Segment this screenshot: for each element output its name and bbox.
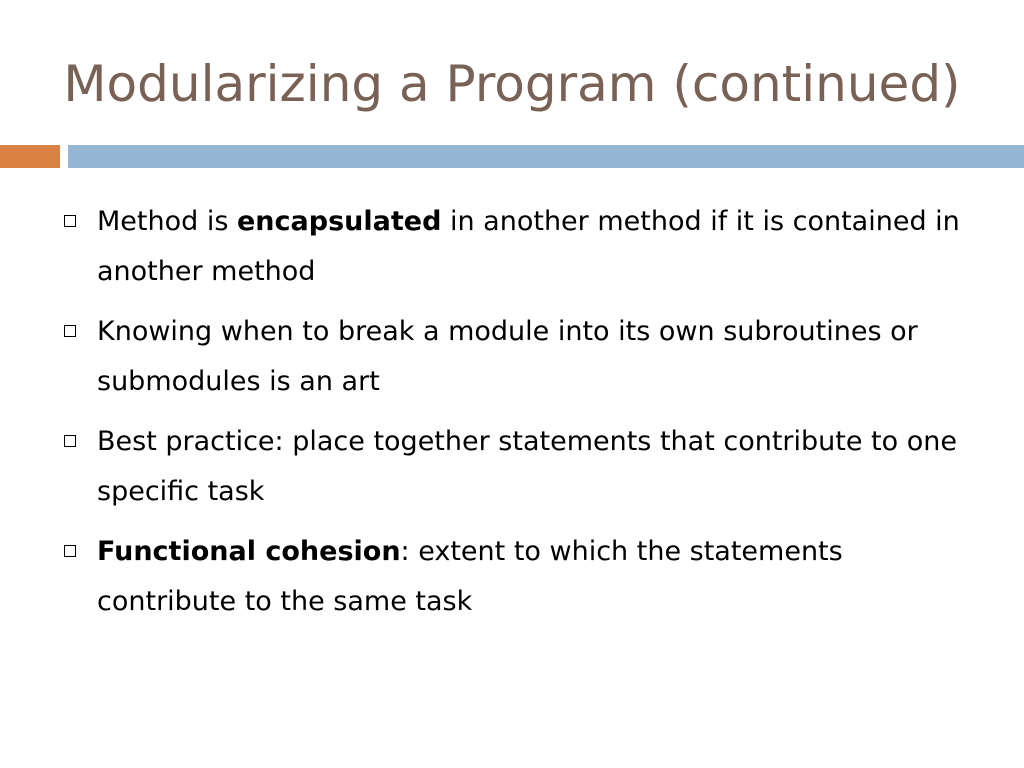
- title-rule-accent: [0, 145, 60, 168]
- slide-title: Modularizing a Program (continued): [63, 55, 961, 113]
- hollow-square-bullet-icon: [64, 215, 76, 227]
- bullet-item-best-practice: [0, 417, 1024, 517]
- bullet-text-lead: Best practice: place together statements that contribute to one specific task: [97, 426, 957, 507]
- bullet-text-bold: Functional cohesion: [97, 536, 401, 567]
- bullet-text-lead: Method is: [97, 206, 237, 237]
- hollow-square-bullet-icon: [64, 545, 76, 557]
- title-rule-bar: [68, 145, 1024, 168]
- bullet-text-rest: : extent to which the statements contribute to the same task: [97, 536, 843, 617]
- bullet-item-encapsulated: [0, 197, 1024, 297]
- bullet-text-lead: Knowing when to break a module into its own subroutines or submodules is an art: [97, 316, 918, 397]
- hollow-square-bullet-icon: [64, 325, 76, 337]
- bullet-text-rest: in another method if it is contained in another method: [97, 206, 960, 287]
- bullet-item-functional-cohesion: [0, 527, 1024, 627]
- bullet-item-module-art: [0, 307, 1024, 407]
- bullet-list: [0, 197, 1024, 637]
- hollow-square-bullet-icon: [64, 435, 76, 447]
- bullet-text-bold: encapsulated: [237, 206, 442, 237]
